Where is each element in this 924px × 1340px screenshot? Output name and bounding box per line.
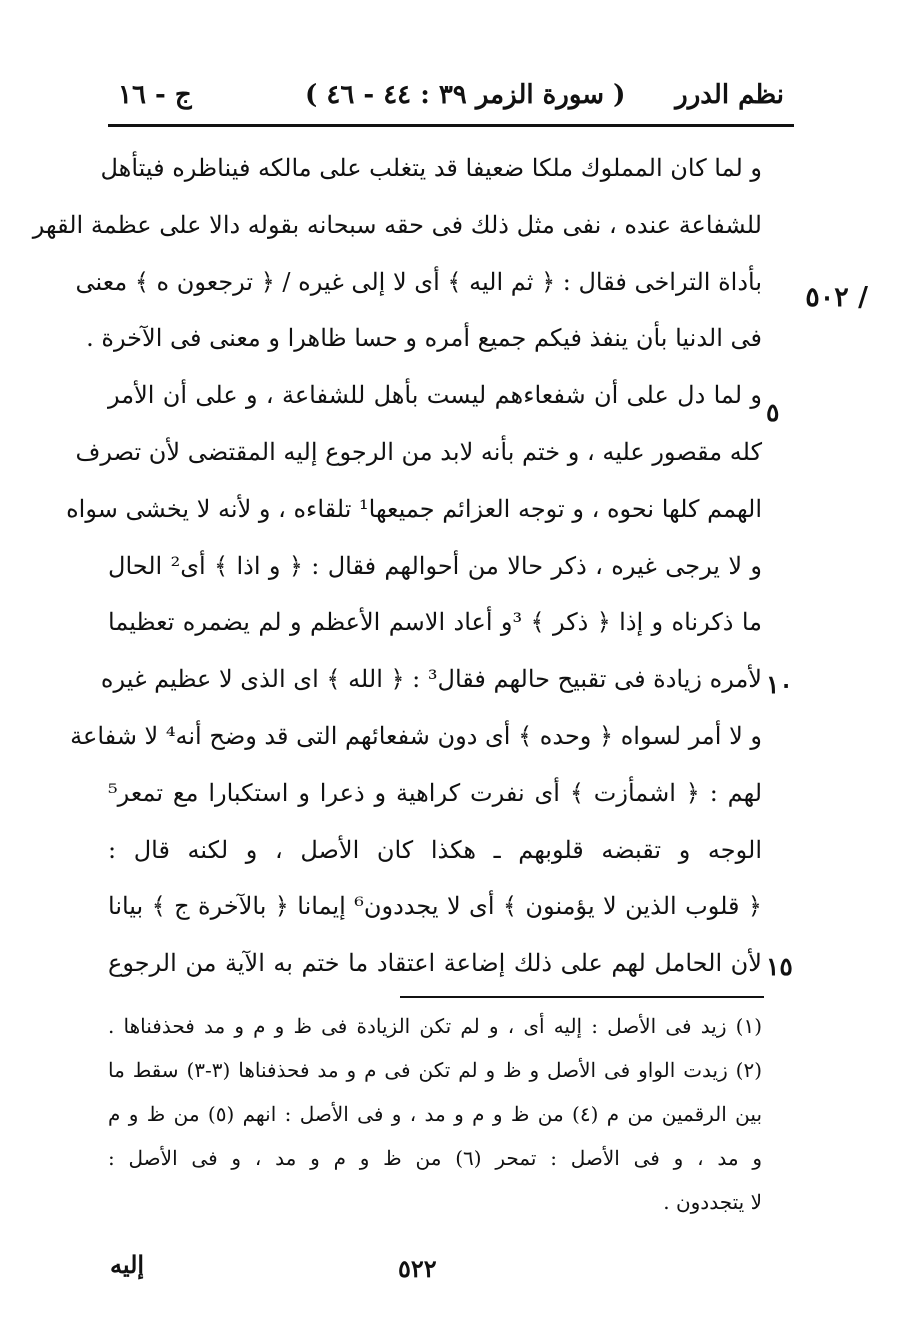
page-number: ٥٢٢ <box>398 1254 437 1283</box>
text-line: للشفاعة عنده ، نفى مثل ذلك فى حقه سبحانه بقوله دالا على عظمة القهر <box>32 210 762 239</box>
text-line: ﴿ قلوب الذين لا يؤمنون ﴾ أى لا يجددون⁶ إيمانا ﴿ بالآخرة ج ﴾ بيانا <box>108 892 762 921</box>
text-line: ما ذكرناه و إذا ﴿ ذكر ﴾ ³و أعاد الاسم الأعظم و لم يضمره تعظيما <box>108 608 763 637</box>
footnote-line: (٢) زيدت الواو فى الأصل و ظ و لم تكن فى م و مد فحذفناها (٣-٣) سقط ما <box>108 1058 763 1082</box>
catchword: إليه <box>110 1250 145 1279</box>
part-number: ج - ١٦ <box>118 80 192 110</box>
footnote-line: بين الرقمين من م (٤) من ظ و م و مد ، و فى الأصل : انهم (٥) من ظ و م <box>108 1102 763 1126</box>
text-line: لهم : ﴿ اشمأزت ﴾ أى نفرت كراهية و ذعرا و استكبارا مع تمعر⁵ <box>108 778 762 807</box>
body-text <box>32 140 763 992</box>
margin-page-reference: ٥٠٢ / <box>805 282 868 313</box>
text-line: كله مقصور عليه ، و ختم بأنه لابد من الرجوع إليه المقتضى لأن تصرف <box>75 437 762 466</box>
text-line: لأن الحامل لهم على ذلك إضاعة اعتقاد ما ختم به الآية من الرجوع <box>108 949 762 978</box>
text-line: و لا أمر لسواه ﴿ وحده ﴾ أى دون شفعائهم التى قد وضح أنه⁴ لا شفاعة <box>70 721 762 750</box>
text-line: لأمره زيادة فى تقبيح حالهم فقال³ : ﴿ الله ﴾ اى الذى لا عظيم غيره <box>100 665 762 694</box>
footnote-line: (١) زيد فى الأصل : إليه أى ، و لم تكن الزيادة فى ظ و م و مد فحذفناها . <box>108 1014 762 1038</box>
footnote-rule <box>400 996 764 998</box>
text-line: و لما دل على أن شفعاءهم ليست بأهل للشفاعة ، و على أن الأمر <box>108 381 762 410</box>
footnotes <box>108 1004 762 1224</box>
text-line: و لا يرجى غيره ، ذكر حالا من أحوالهم فقال : ﴿ و اذا ﴾ أى² الحال <box>108 551 762 580</box>
line-number-10: ١٠ <box>766 670 793 699</box>
line-number-15: ١٥ <box>766 952 793 981</box>
text-line: الوجه و تقبضه قلوبهم ـ هكذا كان الأصل ، و لكنه قال : <box>108 835 762 864</box>
book-title: نظم الدرر <box>675 80 784 110</box>
header-rule <box>108 124 794 127</box>
text-line: بأداة التراخى فقال : ﴿ ثم اليه ﴾ أى لا إلى غيره / ﴿ ترجعون ه ﴾ معنى <box>75 267 762 296</box>
footnote-line: لا يتجددون . <box>663 1190 762 1214</box>
text-line: فى الدنيا بأن ينفذ فيكم جميع أمره و حسا ظاهرا و معنى فى الآخرة . <box>86 324 762 353</box>
footnote-line: و مد ، و فى الأصل : تمحر (٦) من ظ و م و مد ، و فى الأصل : <box>108 1146 762 1170</box>
surah-reference: ( سورة الزمر ٣٩ : ٤٤ - ٤٦ ) <box>305 80 626 110</box>
line-number-5: ٥ <box>766 398 780 427</box>
text-line: و لما كان المملوك ملكا ضعيفا قد يتغلب على مالكه فيناظره فيتأهل <box>100 154 762 182</box>
text-line: الهمم كلها نحوه ، و توجه العزائم جميعها¹ تلقاءه ، و لأنه لا يخشى سواه <box>66 494 762 523</box>
